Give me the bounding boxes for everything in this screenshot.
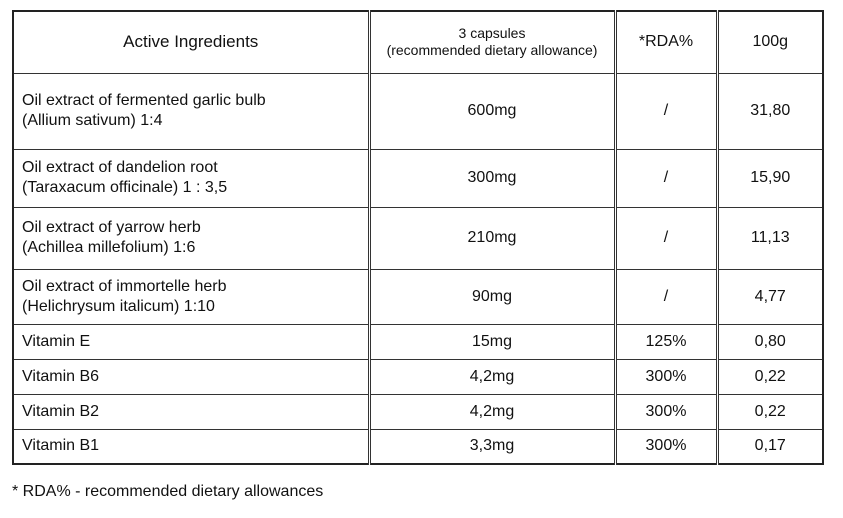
ingredient-per100g: 0,22	[717, 359, 823, 394]
ingredient-name	[13, 149, 369, 207]
ingredient-dose: 210mg	[369, 207, 615, 269]
header-100g: 100g	[717, 11, 823, 73]
ingredient-name-line2: (Achillea millefolium) 1:6	[22, 239, 196, 256]
ingredient-dose: 3,3mg	[369, 429, 615, 464]
ingredient-dose: 15mg	[369, 324, 615, 359]
ingredient-name-line2: (Allium sativum) 1:4	[22, 112, 163, 129]
ingredient-name: Vitamin E	[13, 324, 369, 359]
ingredient-name-line1: Oil extract of fermented garlic bulb	[22, 92, 266, 109]
ingredient-per100g: 11,13	[717, 207, 823, 269]
ingredient-per100g: 15,90	[717, 149, 823, 207]
ingredient-rda: /	[615, 207, 717, 269]
ingredient-dose: 600mg	[369, 73, 615, 149]
table-row	[13, 359, 823, 394]
ingredient-dose: 4,2mg	[369, 394, 615, 429]
table-row	[13, 394, 823, 429]
ingredient-name: Vitamin B2	[13, 394, 369, 429]
ingredient-name	[13, 269, 369, 324]
ingredient-per100g: 0,17	[717, 429, 823, 464]
header-active-ingredients: Active Ingredients	[13, 11, 369, 73]
ingredient-per100g: 0,22	[717, 394, 823, 429]
ingredient-rda: 300%	[615, 359, 717, 394]
table-row	[13, 207, 823, 269]
ingredient-dose: 90mg	[369, 269, 615, 324]
table-row	[13, 324, 823, 359]
table-row	[13, 73, 823, 149]
ingredient-rda: /	[615, 269, 717, 324]
ingredient-name: Vitamin B1	[13, 429, 369, 464]
ingredient-name: Vitamin B6	[13, 359, 369, 394]
ingredient-dose: 4,2mg	[369, 359, 615, 394]
rda-footnote: * RDA% - recommended dietary allowances	[12, 483, 324, 500]
ingredients-table	[12, 10, 824, 465]
header-dose	[369, 11, 615, 73]
ingredient-name-line1: Oil extract of immortelle herb	[22, 277, 227, 295]
ingredient-name-line1: Oil extract of yarrow herb	[22, 219, 201, 236]
header-row	[13, 11, 823, 73]
ingredient-name	[13, 207, 369, 269]
table-row	[13, 149, 823, 207]
ingredient-rda: 300%	[615, 429, 717, 464]
ingredient-per100g: 0,80	[717, 324, 823, 359]
header-rda: *RDA%	[615, 11, 717, 73]
table-row	[13, 269, 823, 324]
ingredient-dose: 300mg	[369, 149, 615, 207]
header-dose-line1: 3 capsules	[458, 25, 526, 42]
ingredient-name-line2: (Taraxacum officinale) 1 : 3,5	[22, 179, 228, 196]
ingredient-name-line1: Oil extract of dandelion root	[22, 159, 218, 176]
ingredient-name	[13, 73, 369, 149]
table-row	[13, 429, 823, 464]
ingredient-name-line2: (Helichrysum italicum) 1:10	[22, 297, 215, 315]
ingredient-per100g: 31,80	[717, 73, 823, 149]
ingredient-rda: 300%	[615, 394, 717, 429]
header-dose-line2: (recommended dietary allowance)	[386, 42, 598, 59]
ingredient-rda: 125%	[615, 324, 717, 359]
ingredient-rda: /	[615, 149, 717, 207]
ingredient-per100g: 4,77	[717, 269, 823, 324]
ingredient-rda: /	[615, 73, 717, 149]
